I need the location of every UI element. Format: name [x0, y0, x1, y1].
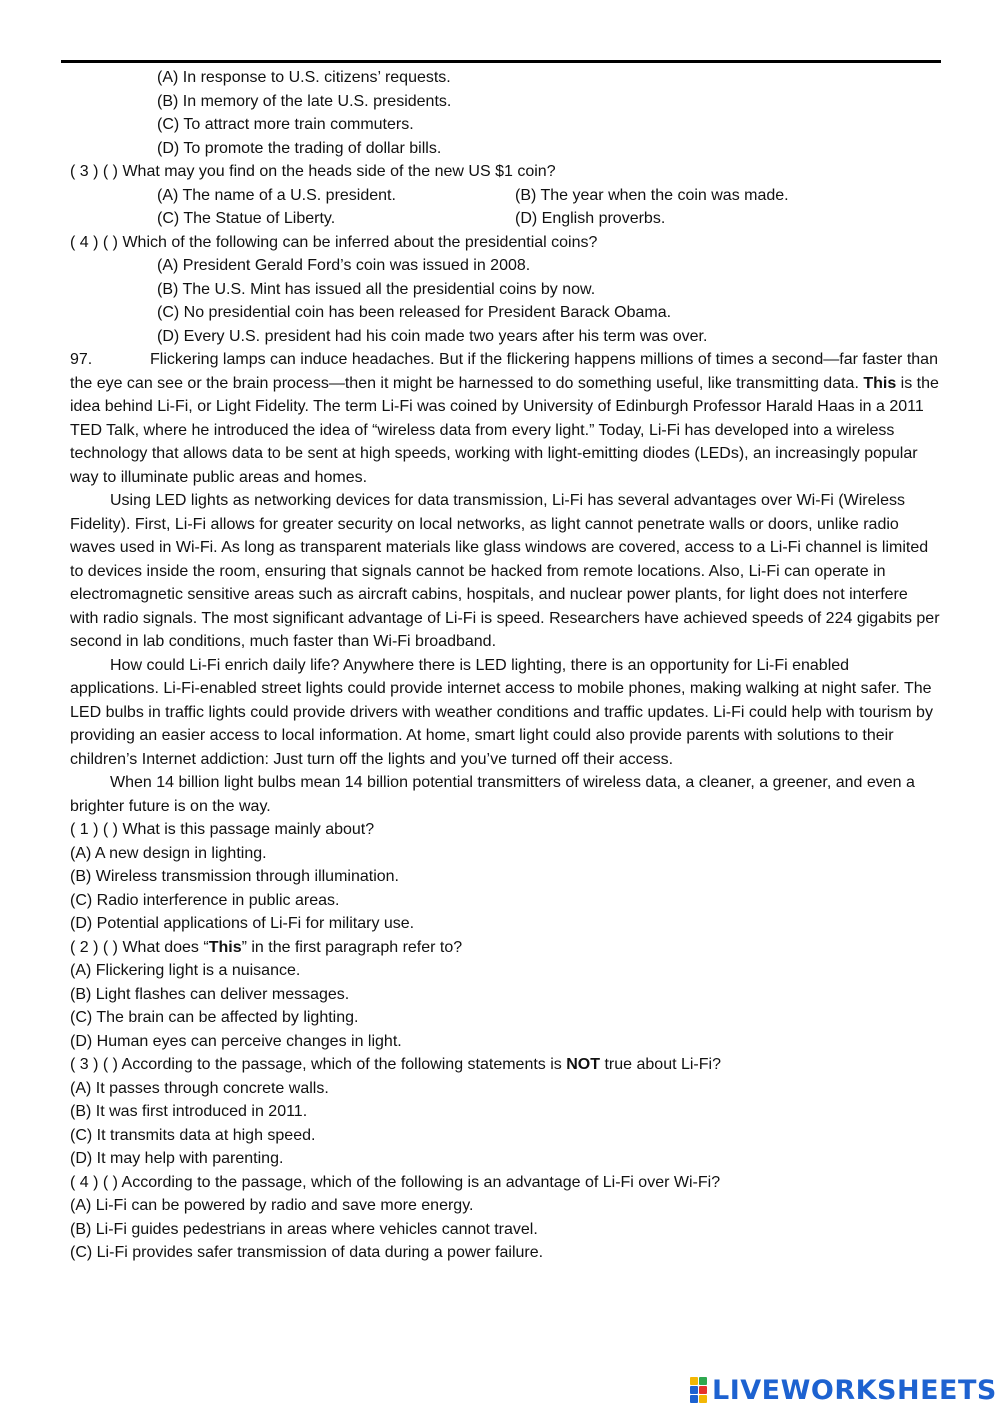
q97-q2-option-a: (A) Flickering light is a nuisance.	[70, 962, 301, 979]
passage-p1-text-a: Flickering lamps can induce headaches. But if the flickering happens millions of times a second—far faster than the eye can see or the brain process—then it might be harnessed to do something useful, like transmitting data.	[70, 351, 938, 392]
passage-p1-text-b: is the idea behind Li-Fi, or Light Fidelity. The term Li-Fi was coined by University of Edinburgh Professor Harald Haas in a 2011 TED Talk, where he introduced the idea of “wireless data from every light.” Today, Li-Fi has developed into a wireless technology that allows data to be sent at high speeds, working with light-emitting diodes (LEDs), an increasingly popular way to illuminate public areas and homes.	[70, 374, 939, 486]
q96-q4-option-b: (B) The U.S. Mint has issued all the presidential coins by now.	[157, 280, 596, 298]
q96-q3-options-row1	[70, 184, 940, 208]
worksheet-content	[70, 66, 940, 1265]
liveworksheets-brand-text: LIVEWORKSHEETS	[712, 1374, 997, 1406]
q97-q2-option-d: (D) Human eyes can perceive changes in light.	[70, 1032, 402, 1050]
q96-q4-option-c: (C) No presidential coin has been released for President Barack Obama.	[157, 304, 672, 321]
q96-q4-stem: ( 4 ) ( ) Which of the following can be inferred about the presidential coins?	[70, 233, 598, 251]
q96-q3-option-c: (C) The Statue of Liberty.	[157, 210, 336, 227]
q97-q4-stem: ( 4 ) ( ) According to the passage, which of the following is an advantage of Li-Fi over Wi-Fi?	[70, 1173, 721, 1191]
passage-p1-bold: This	[863, 374, 897, 392]
q97-q2-option-c: (C) The brain can be affected by lighting.	[70, 1009, 359, 1026]
q97-q2-stem	[70, 936, 940, 960]
question-number: 97.	[70, 351, 93, 368]
q97-q3-option-b: (B) It was first introduced in 2011.	[70, 1103, 308, 1120]
liveworksheets-logo[interactable]	[690, 1372, 997, 1408]
q97-q1-option-b: (B) Wireless transmission through illumination.	[70, 868, 399, 885]
q97-q3-stem	[70, 1053, 940, 1077]
q96-q3-option-a: (A) The name of a U.S. president.	[157, 186, 396, 204]
q97-q3-stem-a: ( 3 ) ( ) According to the passage, which of the following statements is	[70, 1056, 567, 1073]
q97-q3-option-d: (D) It may help with parenting.	[70, 1150, 284, 1167]
q97-q1-stem: ( 1 ) ( ) What is this passage mainly about?	[70, 821, 375, 838]
q97-q4-option-c: (C) Li-Fi provides safer transmission of data during a power failure.	[70, 1244, 544, 1261]
liveworksheets-mark-icon	[690, 1377, 708, 1403]
passage-paragraph-3: How could Li-Fi enrich daily life? Anywhere there is LED lighting, there is an opportunity for Li-Fi enabled applications. Li-Fi-enabled street lights could provide internet access to mobile phones, making walking at night safer. The LED bulbs in traffic lights could provide drivers with weather conditions and traffic updates. Li-Fi could help with tourism by providing an easier access to local information. At home, smart light could also provide parents with solutions to their children’s Internet addiction: Just turn off the lights and you’ve turned off their access.	[70, 656, 933, 768]
passage-paragraph-2: Using LED lights as networking devices for data transmission, Li-Fi has several advantages over Wi-Fi (Wireless Fidelity). First, Li-Fi allows for greater security on local networks, as light cannot penetrate walls or doors, unlike radio waves used in Wi-Fi. As long as transparent materials like glass windows are covered, access to a Li-Fi channel is limited to devices inside the room, ensuring that signals cannot be hacked from remote locations. Also, Li-Fi can operate in electromagnetic sensitive areas such as aircraft cabins, hospitals, and nuclear power plants, for light does not interfere with radio signals. The most significant advantage of Li-Fi is speed. Researchers have achieved speeds of 224 gigabits per second in lab conditions, much faster than Wi-Fi broadband.	[70, 492, 940, 650]
q96-q2-option-a: (A) In response to U.S. citizens’ requests.	[157, 69, 451, 86]
q97-q2-stem-bold: This	[208, 938, 242, 956]
q97-q4-option-b: (B) Li-Fi guides pedestrians in areas where vehicles cannot travel.	[70, 1220, 538, 1238]
header-rule	[61, 60, 941, 63]
passage-paragraph-4: When 14 billion light bulbs mean 14 billion potential transmitters of wireless data, a cleaner, a greener, and even a brighter future is on the way.	[70, 774, 915, 815]
q96-q2-option-b: (B) In memory of the late U.S. presidents.	[157, 92, 452, 110]
q96-q3-option-b: (B) The year when the coin was made.	[515, 186, 789, 204]
q96-q4-option-d: (D) Every U.S. president had his coin made two years after his term was over.	[157, 327, 708, 345]
q97-q3-stem-b: true about Li-Fi?	[600, 1056, 721, 1073]
q97-q3-stem-bold: NOT	[566, 1056, 601, 1073]
q97-q2-stem-b: ” in the first paragraph refer to?	[241, 938, 463, 956]
q97-q3-option-a: (A) It passes through concrete walls.	[70, 1079, 329, 1097]
q97-q3-option-c: (C) It transmits data at high speed.	[70, 1126, 316, 1144]
q96-q2-option-d: (D) To promote the trading of dollar bills.	[157, 139, 442, 157]
passage-paragraph-1	[70, 348, 940, 489]
q96-q4-option-a: (A) President Gerald Ford’s coin was issued in 2008.	[157, 257, 531, 274]
q96-q3-stem: ( 3 ) ( ) What may you find on the heads side of the new US $1 coin?	[70, 163, 556, 180]
q96-q2-option-c: (C) To attract more train commuters.	[157, 116, 414, 133]
q97-q1-option-c: (C) Radio interference in public areas.	[70, 891, 340, 909]
q97-q2-stem-a: ( 2 ) ( ) What does “	[70, 938, 209, 956]
q97-q1-option-a: (A) A new design in lighting.	[70, 844, 267, 862]
q96-q3-option-d: (D) English proverbs.	[515, 210, 666, 227]
q97-q1-option-d: (D) Potential applications of Li-Fi for military use.	[70, 915, 415, 932]
q96-q3-options-row2	[70, 207, 940, 231]
q97-q2-option-b: (B) Light flashes can deliver messages.	[70, 985, 350, 1003]
q97-q4-option-a: (A) Li-Fi can be powered by radio and save more energy.	[70, 1197, 474, 1214]
